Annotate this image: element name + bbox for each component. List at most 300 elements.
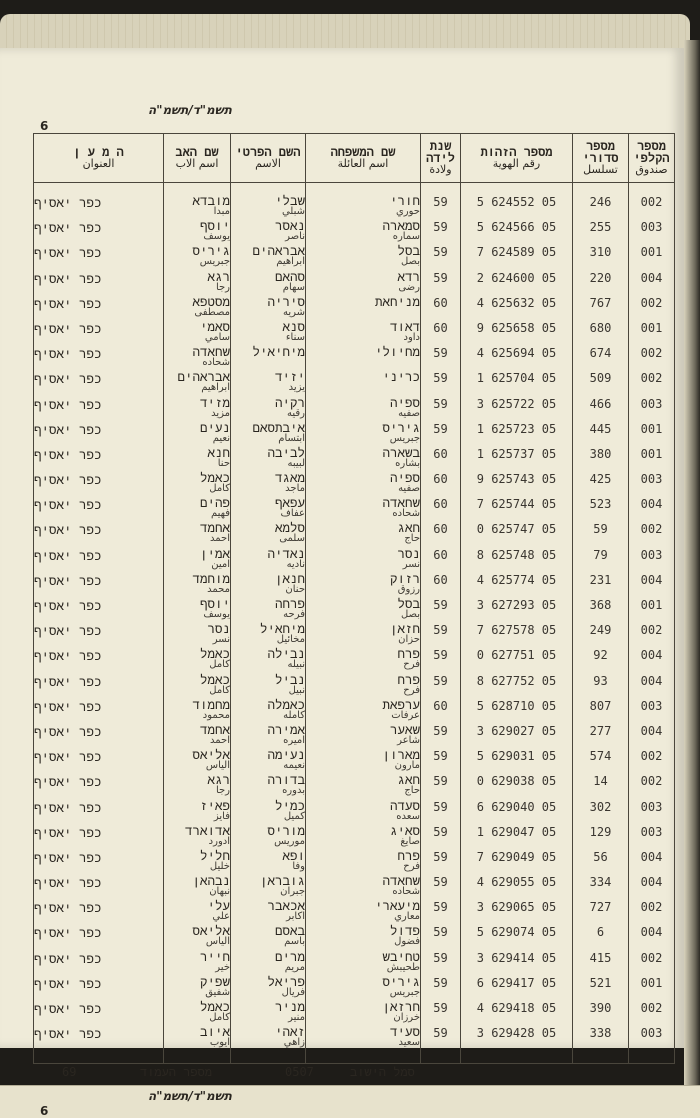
ballot-cell: 002	[629, 371, 675, 396]
father-name-cell-he: מזיד	[199, 394, 230, 410]
family-name-cell-ar: حاج	[404, 785, 420, 797]
column-header	[421, 134, 461, 183]
first-name-cell-he: אבראהים	[252, 243, 305, 259]
table-row	[34, 220, 675, 245]
first-name-cell-he: בדורה	[267, 772, 305, 788]
table-row	[34, 976, 675, 1001]
first-name-cell-he: אמירה	[267, 721, 305, 737]
id-cell: 05 625723 1	[461, 422, 573, 447]
footer-page-number: 69	[62, 1065, 77, 1079]
column-header	[164, 134, 231, 183]
family-name-cell-ar: سماره	[392, 231, 420, 243]
family-name-cell-ar: صفيه	[398, 483, 420, 495]
address-cell: כפר יאסיף	[34, 321, 164, 346]
family-name-cell	[306, 522, 421, 547]
first-name-cell	[231, 1001, 306, 1026]
father-name-cell-ar: حنا	[217, 457, 230, 469]
father-name-cell-ar: كامل	[209, 1012, 230, 1023]
father-name-cell-he: מוחמד	[192, 570, 230, 586]
ballot-cell: 003	[629, 825, 675, 850]
family-name-cell	[306, 293, 421, 321]
family-name-cell-ar: سعده	[396, 810, 420, 822]
id-cell: 05 624600 2	[461, 271, 573, 296]
family-name-cell	[306, 973, 421, 1001]
birth-year-cell: 59	[421, 1001, 461, 1026]
first-name-cell-ar: عفاف	[280, 508, 305, 520]
family-name-cell-ar: فضول	[394, 936, 420, 948]
family-name-cell-he: סאיג	[389, 822, 420, 838]
first-name-cell	[231, 245, 306, 270]
first-name-cell-ar: نبيل	[288, 684, 305, 696]
serial-cell: 92	[573, 648, 629, 673]
father-name-cell-ar: احمد	[210, 734, 230, 746]
id-cell: 05 625694 4	[461, 346, 573, 371]
table-row	[34, 749, 675, 774]
first-name-cell-he: פריאל	[267, 973, 305, 989]
serial-cell: 574	[573, 749, 629, 774]
father-name-cell	[164, 721, 231, 749]
address-cell: כפר יאסיף	[34, 447, 164, 472]
father-name-cell	[164, 318, 231, 346]
ballot-cell: 002	[629, 774, 675, 799]
first-name-cell-he: שבלי	[274, 193, 305, 208]
father-name-cell	[164, 394, 231, 422]
footer-locality	[350, 1065, 415, 1080]
address-cell: כפר יאסיף	[34, 951, 164, 976]
ballot-cell: 003	[629, 397, 675, 422]
family-name-cell-ar: سعيد	[398, 1037, 420, 1049]
birth-year-cell: 59	[421, 825, 461, 850]
ballot-cell: 003	[629, 800, 675, 825]
family-name-cell-he: ספיה	[389, 470, 420, 486]
id-cell: 05 625748 8	[461, 548, 573, 573]
serial-cell: 523	[573, 497, 629, 522]
book-spine-edge	[684, 40, 700, 1117]
birth-year-cell: 59	[421, 724, 461, 749]
column-header	[461, 134, 573, 183]
serial-cell: 368	[573, 598, 629, 623]
father-name-cell-he: גיריס	[192, 243, 230, 259]
family-name-cell	[306, 623, 421, 648]
family-name-cell-he: מיעארי	[374, 898, 420, 914]
first-name-cell-ar: زاهي	[283, 1037, 305, 1049]
column-header	[573, 134, 629, 183]
family-name-cell-he: סמארה	[382, 218, 420, 234]
table-row	[34, 522, 675, 547]
father-name-cell	[164, 623, 231, 648]
ballot-cell: 001	[629, 422, 675, 447]
first-name-cell-he: נבילה	[267, 646, 305, 662]
family-name-cell-ar: شحاده	[392, 886, 420, 898]
first-name-cell-ar: ناديه	[286, 558, 305, 570]
ballot-cell: 001	[629, 598, 675, 623]
family-name-cell-ar: شحاده	[392, 508, 420, 520]
first-name-cell-ar: نبيله	[287, 659, 305, 671]
father-name-cell-he: כאמל	[199, 470, 230, 486]
id-cell: 05 625744 7	[461, 497, 573, 522]
table-row	[34, 346, 675, 371]
first-name-cell	[231, 293, 306, 321]
table-row	[34, 825, 675, 850]
address-cell: כפר יאסיף	[34, 548, 164, 573]
first-name-cell-he: גובראן	[259, 873, 305, 889]
family-name-cell-he: פדול	[389, 923, 420, 939]
first-name-cell-he: מיחיאיל	[252, 344, 305, 360]
id-cell: 05 629038 0	[461, 774, 573, 799]
first-name-cell-ar: شريه	[282, 306, 305, 318]
ballot-cell: 002	[629, 749, 675, 774]
first-name-cell-he: מניר	[274, 999, 305, 1014]
page-label: מספר העמוד	[140, 1065, 213, 1079]
first-name-cell-he: נעימה	[267, 747, 305, 763]
family-name-cell-ar: حوري	[395, 206, 420, 217]
family-name-cell	[306, 797, 421, 825]
family-name-cell	[306, 822, 421, 850]
birth-year-cell: 59	[421, 976, 461, 1001]
serial-cell: 807	[573, 699, 629, 724]
header-he: ה מ ע ן	[73, 145, 124, 159]
birth-year-cell: 59	[421, 875, 461, 900]
first-name-cell-ar: شبلي	[281, 206, 305, 217]
family-name-cell-he: שחאדה	[382, 873, 420, 889]
table-row	[34, 447, 675, 472]
serial-cell: 680	[573, 321, 629, 346]
birth-year-cell: 59	[421, 674, 461, 699]
family-name-cell-ar: فرح	[403, 860, 420, 872]
address-cell: כפר יאסיף	[34, 724, 164, 749]
family-name-cell-ar: جبريس	[389, 432, 420, 444]
father-name-cell	[164, 671, 231, 699]
father-name-cell-ar: كامل	[209, 684, 230, 696]
column-header	[306, 134, 421, 183]
first-name-cell-ar: اميره	[283, 734, 305, 746]
father-name-cell-ar: شحاده	[202, 357, 230, 369]
id-cell: 05 627293 3	[461, 598, 573, 623]
ballot-cell: 004	[629, 875, 675, 900]
family-name-cell-he: גיריס	[382, 973, 420, 989]
serial-cell: 338	[573, 1026, 629, 1051]
address-cell: כפר יאסיף	[34, 245, 164, 270]
first-name-cell-he: ופא	[282, 847, 305, 863]
father-name-cell	[164, 1001, 231, 1026]
first-name-cell-ar: سلمى	[279, 533, 305, 545]
family-name-cell-ar: حاج	[404, 533, 420, 545]
column-header	[629, 134, 675, 183]
father-name-cell-ar: رجا	[215, 785, 230, 797]
first-name-cell-ar: باسم	[284, 936, 305, 948]
ballot-cell: 004	[629, 497, 675, 522]
first-name-cell	[231, 346, 306, 371]
first-name-cell	[231, 497, 306, 522]
first-name-cell	[231, 973, 306, 1001]
father-name-cell-ar: يوسف	[203, 231, 230, 243]
father-name-cell-ar: امين	[211, 558, 230, 570]
first-name-cell-he: אכאבר	[267, 898, 305, 914]
table-row	[34, 1001, 675, 1026]
family-name-cell-ar: داود	[403, 331, 420, 343]
family-name-cell-he: ערפאת	[382, 696, 420, 712]
table-row	[34, 497, 675, 522]
family-name-cell	[306, 774, 421, 799]
first-name-cell	[231, 1026, 306, 1051]
serial-cell: 249	[573, 623, 629, 648]
father-name-cell-ar: نسر	[212, 634, 230, 646]
family-name-cell	[306, 1026, 421, 1051]
first-name-cell	[231, 822, 306, 850]
birth-year-cell: 59	[421, 598, 461, 623]
first-name-cell	[231, 671, 306, 699]
first-name-cell	[231, 220, 306, 245]
id-cell: 05 627751 0	[461, 648, 573, 673]
father-name-cell-he: רגא	[207, 268, 230, 284]
family-name-cell	[306, 371, 421, 396]
birth-year-cell: 59	[421, 371, 461, 396]
serial-cell: 521	[573, 976, 629, 1001]
serial-cell: 674	[573, 346, 629, 371]
table-row	[34, 774, 675, 799]
father-name-cell	[164, 648, 231, 673]
ballot-cell: 002	[629, 195, 675, 220]
id-cell: 05 625737 1	[461, 447, 573, 472]
father-name-cell-ar: كامل	[209, 659, 230, 671]
address-cell: כפר יאסיף	[34, 195, 164, 220]
first-name-cell	[231, 545, 306, 573]
table-row	[34, 573, 675, 598]
id-cell: 05 629040 6	[461, 800, 573, 825]
father-name-cell-he: אמין	[199, 545, 230, 561]
father-name-cell-he: מסטפא	[192, 293, 230, 309]
serial-cell: 14	[573, 774, 629, 799]
table-row	[34, 321, 675, 346]
family-name-cell-ar: صايغ	[400, 835, 420, 847]
first-name-cell-he: סנא	[282, 318, 305, 334]
ballot-cell: 003	[629, 548, 675, 573]
family-name-cell	[306, 598, 421, 623]
father-name-cell-he: אבראהים	[177, 369, 230, 385]
first-name-cell	[231, 925, 306, 950]
father-name-cell-he: איוב	[199, 1024, 230, 1040]
father-name-cell-ar: نعيم	[212, 432, 230, 444]
birth-year-cell: 59	[421, 749, 461, 774]
birth-year-cell: 59	[421, 422, 461, 447]
family-name-cell-he: נסר	[397, 545, 420, 561]
table-row	[34, 271, 675, 296]
family-name-cell-he: סעדה	[389, 797, 420, 813]
table-row	[34, 850, 675, 875]
birth-year-cell: 59	[421, 774, 461, 799]
address-cell: כפר יאסיף	[34, 371, 164, 396]
first-name-cell-he: נאסר	[274, 218, 305, 234]
first-name-cell	[231, 721, 306, 749]
header-ar: العنوان	[82, 157, 115, 170]
first-name-cell-ar: مريم	[284, 961, 305, 973]
father-name-cell-he: אליאס	[192, 747, 230, 763]
id-cell: 05 629031 5	[461, 749, 573, 774]
first-name-cell	[231, 948, 306, 976]
first-name-cell-ar: كميل	[283, 810, 305, 822]
family-name-cell-ar: طحيبش	[386, 961, 420, 973]
ballot-cell: 001	[629, 245, 675, 270]
father-name-cell-ar: ابراهيم	[201, 382, 230, 394]
address-cell: כפר יאסיף	[34, 749, 164, 774]
father-name-cell-ar: سامي	[204, 331, 230, 343]
first-name-cell-ar: حنان	[285, 583, 305, 595]
first-name-cell	[231, 774, 306, 799]
father-name-cell-he: שחאדה	[192, 344, 230, 360]
father-name-cell-ar: نبهان	[209, 886, 230, 898]
address-cell: כפר יאסיף	[34, 623, 164, 648]
id-cell: 05 624552 5	[461, 195, 573, 220]
family-name-cell-he: מחיולי	[374, 344, 420, 360]
birth-year-cell: 60	[421, 472, 461, 497]
id-cell: 05 625743 9	[461, 472, 573, 497]
father-name-cell-ar: ايوب	[209, 1037, 230, 1049]
table-row	[34, 674, 675, 699]
first-name-cell-ar: اكابر	[286, 911, 305, 923]
id-cell: 05 629065 3	[461, 900, 573, 925]
father-name-cell-ar: كامل	[209, 483, 230, 495]
family-name-cell	[306, 394, 421, 422]
serial-cell: 56	[573, 850, 629, 875]
family-name-cell	[306, 472, 421, 497]
family-name-cell-he: סעיד	[389, 1024, 420, 1040]
serial-cell: 59	[573, 522, 629, 547]
father-name-cell-ar: محمود	[202, 709, 230, 721]
id-cell: 05 629074 5	[461, 925, 573, 950]
father-name-cell-ar: فايز	[213, 810, 230, 822]
birth-year-cell: 59	[421, 925, 461, 950]
serial-cell: 390	[573, 1001, 629, 1026]
address-cell: כפר יאסיף	[34, 800, 164, 825]
table-row	[34, 724, 675, 749]
first-name-cell	[231, 900, 306, 925]
family-name-cell-ar: صفيه	[398, 407, 420, 419]
id-cell: 05 625774 4	[461, 573, 573, 598]
ballot-cell: 004	[629, 648, 675, 673]
id-cell: 05 629049 7	[461, 850, 573, 875]
first-name-cell-he: מוריס	[267, 822, 305, 838]
father-name-cell-ar: مبدا	[213, 206, 230, 217]
first-name-cell	[231, 648, 306, 673]
first-name-cell-he: עפאף	[274, 495, 305, 511]
father-name-cell-ar: مزيد	[211, 407, 230, 419]
birth-year-cell: 59	[421, 271, 461, 296]
father-name-cell	[164, 948, 231, 976]
first-name-cell-ar: رقيه	[287, 407, 305, 419]
father-name-cell-he: אדוארד	[184, 822, 230, 838]
address-cell: כפר יאסיף	[34, 497, 164, 522]
next-running-head: תשמ"ד/תשמ"ה	[148, 1089, 232, 1103]
serial-cell: 334	[573, 875, 629, 900]
ballot-cell: 004	[629, 573, 675, 598]
header-he: השם הפרטי	[235, 145, 301, 159]
ballot-cell: 003	[629, 699, 675, 724]
birth-year-cell: 60	[421, 296, 461, 321]
family-name-cell-he: חאג	[397, 772, 420, 788]
family-name-cell-he: בשארה	[382, 444, 420, 460]
first-name-cell	[231, 444, 306, 472]
father-name-cell	[164, 195, 231, 220]
ballot-cell: 001	[629, 976, 675, 1001]
father-name-cell-he: נעים	[199, 419, 230, 435]
first-name-cell	[231, 749, 306, 774]
ballot-cell: 002	[629, 346, 675, 371]
address-cell: כפר יאסיף	[34, 522, 164, 547]
birth-year-cell: 59	[421, 623, 461, 648]
footer-locality-code: 0507	[285, 1065, 314, 1079]
serial-cell: 79	[573, 548, 629, 573]
family-name-cell	[306, 721, 421, 749]
father-name-cell	[164, 346, 231, 371]
header-he: שם האב	[175, 145, 219, 159]
address-cell: כפר יאסיף	[34, 699, 164, 724]
birth-year-cell: 59	[421, 346, 461, 371]
father-name-cell-ar: خير	[215, 961, 230, 973]
serial-cell: 310	[573, 245, 629, 270]
header-ar: الاسم	[255, 157, 281, 170]
first-name-cell-ar: بدوره	[282, 785, 305, 797]
birth-year-cell: 59	[421, 1026, 461, 1051]
father-name-cell-he: שפיק	[199, 973, 230, 989]
table-row	[34, 548, 675, 573]
father-name-cell-he: מובדא	[192, 193, 230, 208]
serial-cell: 246	[573, 195, 629, 220]
father-name-cell-he: עלי	[207, 898, 230, 914]
family-name-cell-he: חרזאן	[382, 999, 420, 1014]
id-cell: 05 629414 3	[461, 951, 573, 976]
serial-cell: 129	[573, 825, 629, 850]
father-name-cell-he: יוסף	[199, 596, 230, 611]
family-name-cell-he: פרח	[397, 847, 420, 863]
first-name-cell-he: נאדיה	[267, 545, 305, 561]
family-name-cell	[306, 195, 421, 220]
serial-cell: 220	[573, 271, 629, 296]
father-name-cell	[164, 875, 231, 900]
serial-cell: 6	[573, 925, 629, 950]
table-row	[34, 900, 675, 925]
serial-cell: 93	[573, 674, 629, 699]
family-name-cell-ar: فرح	[403, 659, 420, 671]
serial-cell: 380	[573, 447, 629, 472]
father-name-cell-he: יוסף	[199, 218, 230, 234]
serial-cell: 302	[573, 800, 629, 825]
father-name-cell-ar: رجا	[215, 281, 230, 293]
birth-year-cell: 59	[421, 245, 461, 270]
father-name-cell	[164, 847, 231, 875]
serial-cell: 425	[573, 472, 629, 497]
table-row	[34, 1026, 675, 1051]
serial-cell: 255	[573, 220, 629, 245]
first-name-cell-ar: سهام	[282, 281, 305, 293]
ballot-cell: 002	[629, 900, 675, 925]
family-name-cell-he: חאג	[397, 520, 420, 536]
first-name-cell-he: מרים	[274, 948, 305, 964]
father-name-cell	[164, 696, 231, 724]
father-name-cell	[164, 497, 231, 522]
father-name-cell-ar: جبريس	[199, 256, 230, 268]
family-name-cell-ar: مارون	[394, 760, 420, 772]
father-name-cell-ar: محمد	[207, 583, 230, 595]
father-name-cell-he: פאיז	[199, 797, 230, 813]
family-name-cell	[306, 419, 421, 447]
table-row	[34, 800, 675, 825]
birth-year-cell: 59	[421, 850, 461, 875]
first-name-cell-ar: نعيمه	[283, 760, 305, 772]
next-page-fold	[0, 1085, 700, 1118]
first-name-cell	[231, 394, 306, 422]
table-row	[34, 422, 675, 447]
family-name-cell	[306, 875, 421, 900]
